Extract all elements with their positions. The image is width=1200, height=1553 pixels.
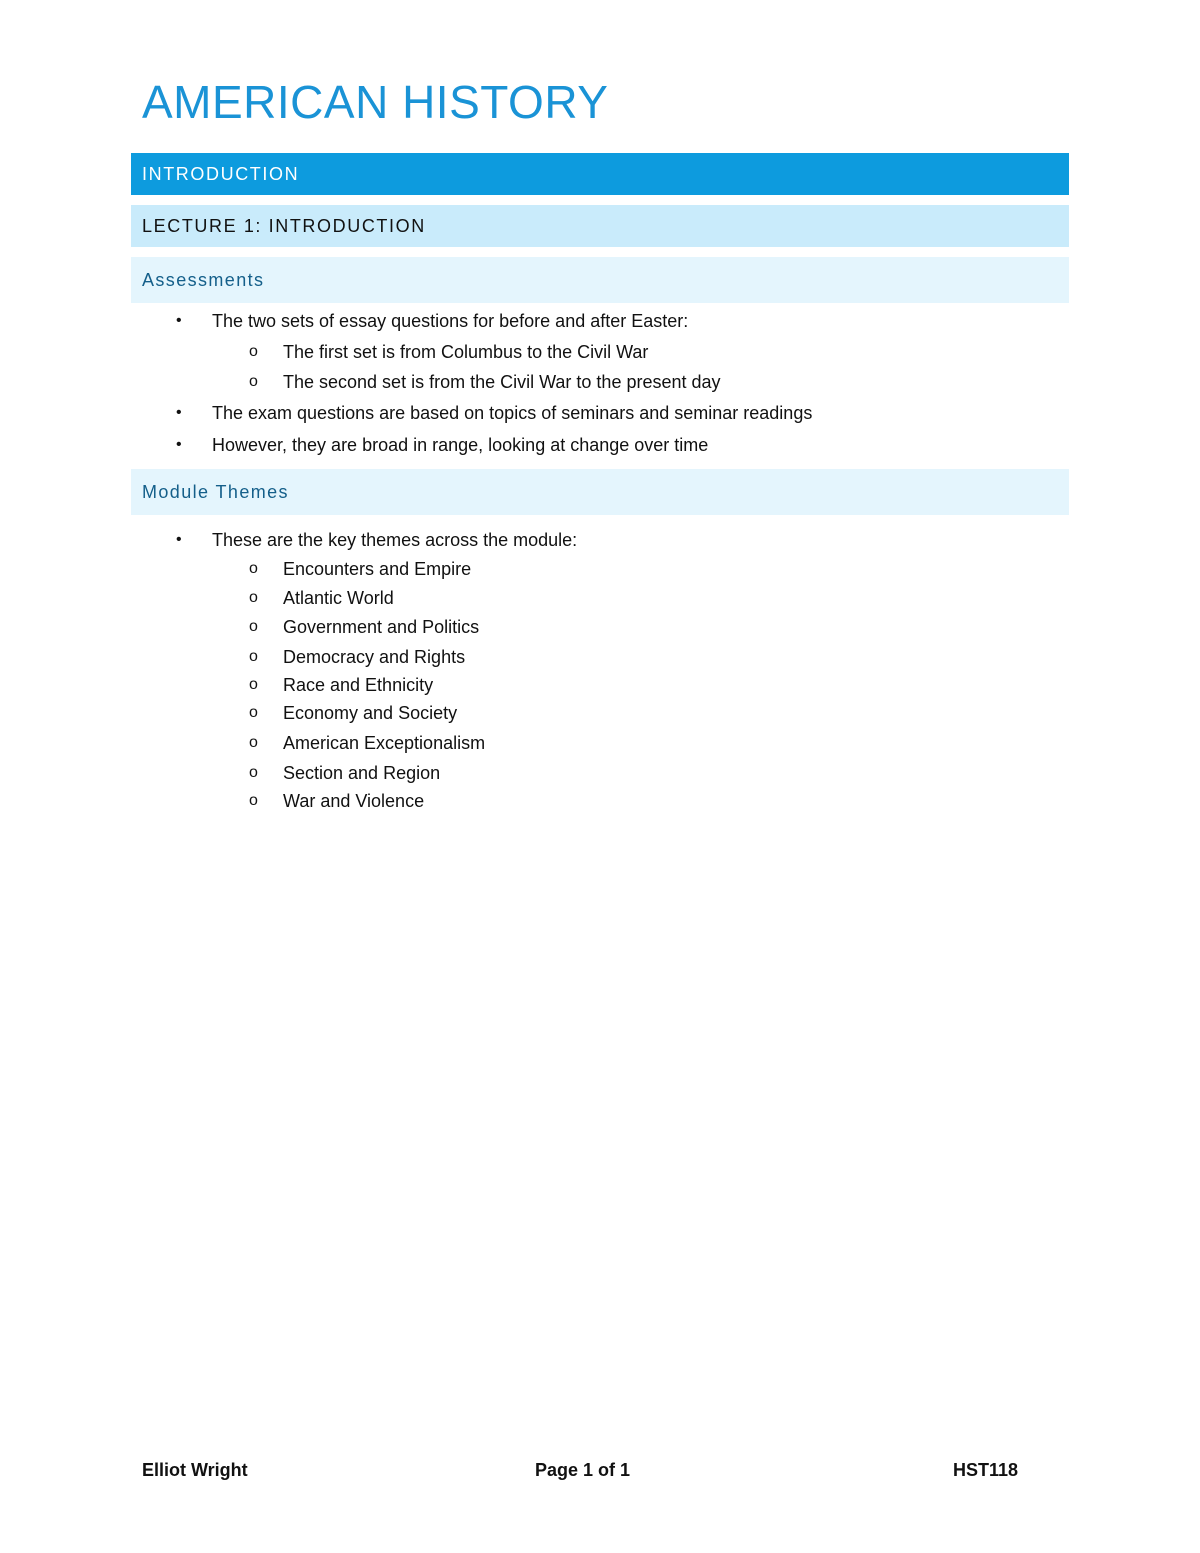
heading-introduction-label: INTRODUCTION [142,163,300,184]
sub-bullet-icon: o [249,734,258,751]
sub-list-item: American Exceptionalism [283,733,486,753]
bullet-icon: • [176,404,182,421]
heading-introduction [131,153,1069,195]
sub-bullet-icon: o [249,618,258,635]
page-title: AMERICAN HISTORY [142,76,609,128]
sub-list-item: Democracy and Rights [283,647,466,667]
sub-bullet-icon: o [249,373,258,390]
footer-author: Elliot Wright [142,1460,248,1480]
list-item: These are the key themes across the module: [212,530,578,550]
sub-bullet-icon: o [249,764,258,781]
sub-bullet-icon: o [249,676,258,693]
heading-module-themes-label: Module Themes [142,481,289,502]
sub-list-item: Section and Region [283,763,441,783]
heading-assessments-label: Assessments [142,269,265,290]
sub-list-item: Economy and Society [283,703,458,723]
list-item: The exam questions are based on topics of seminars and seminar readings [212,403,813,423]
sub-list-item: The second set is from the Civil War to the present day [283,372,721,392]
sub-bullet-icon: o [249,343,258,360]
sub-list-item: War and Violence [283,791,425,811]
bullet-icon: • [176,312,182,329]
bullet-icon: • [176,531,182,548]
sub-list-item: Atlantic World [283,588,394,608]
heading-lecture-1-label: LECTURE 1: INTRODUCTION [142,215,426,236]
bullet-icon: • [176,436,182,453]
sub-bullet-icon: o [249,560,258,577]
list-item: The two sets of essay questions for before and after Easter: [212,311,689,331]
sub-bullet-icon: o [249,792,258,809]
sub-list-item: Race and Ethnicity [283,675,434,695]
heading-lecture-1 [131,205,1069,247]
sub-list-item: Government and Politics [283,617,480,637]
footer-page-number: Page 1 of 1 [535,1460,631,1480]
footer-course-code: HST118 [953,1460,1019,1480]
heading-module-themes [131,469,1069,515]
sub-bullet-icon: o [249,589,258,606]
list-item: However, they are broad in range, looking at change over time [212,435,709,455]
sub-list-item: The first set is from Columbus to the Civil War [283,342,649,362]
heading-assessments [131,257,1069,303]
sub-bullet-icon: o [249,648,258,665]
sub-bullet-icon: o [249,704,258,721]
sub-list-item: Encounters and Empire [283,559,472,579]
